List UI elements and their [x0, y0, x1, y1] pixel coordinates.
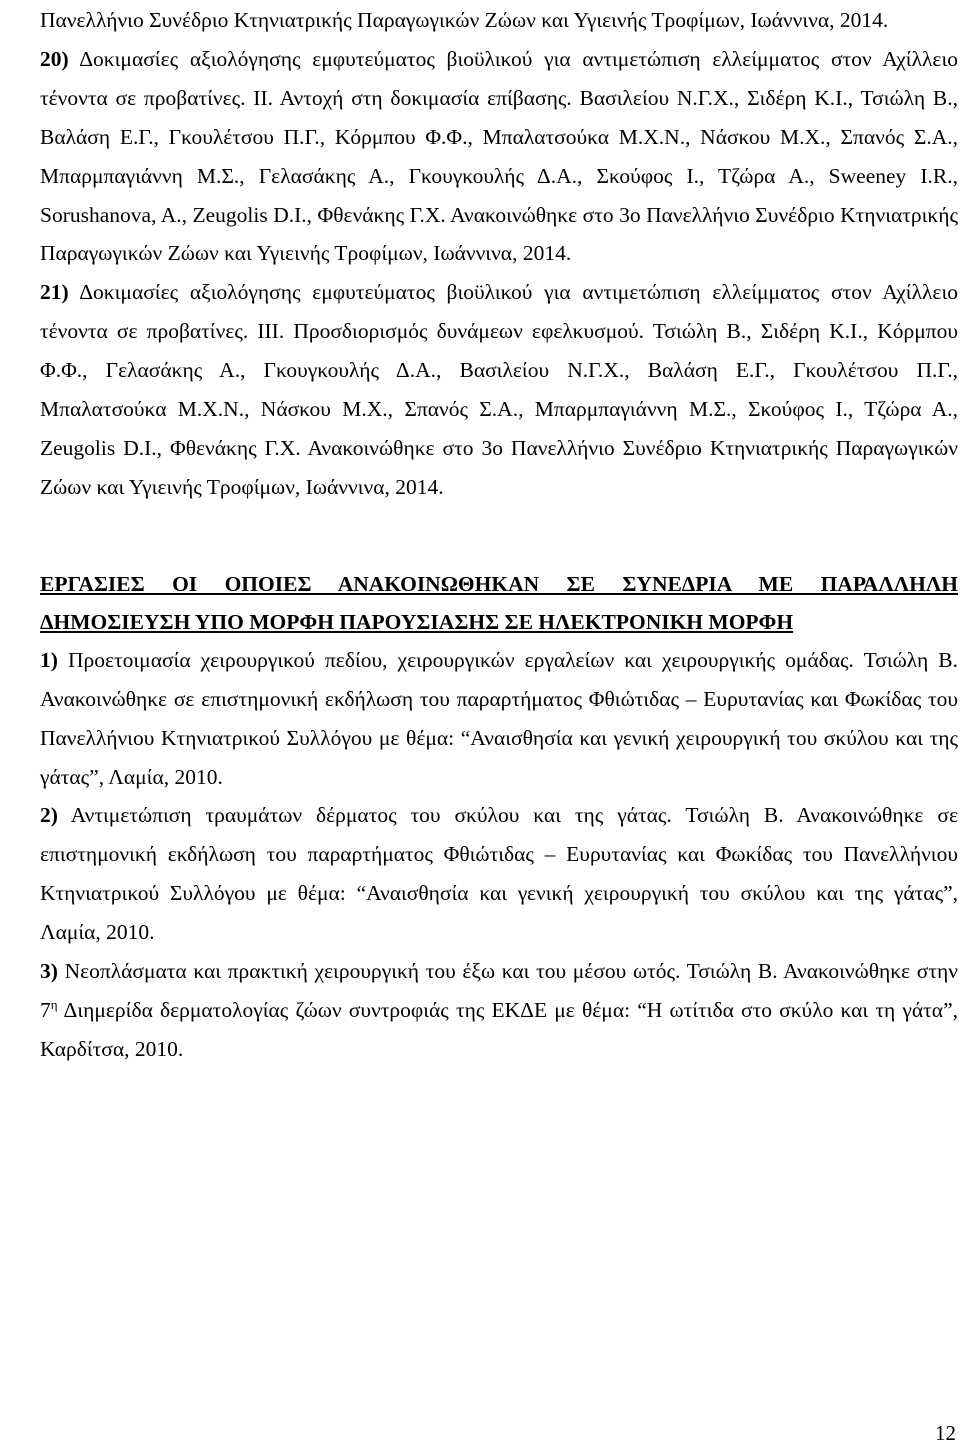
section-spacer	[40, 507, 958, 565]
entry-b-2	[40, 796, 958, 952]
entry-text: Δοκιμασίες αξιολόγησης εμφυτεύματος βιοϋλικού για αντιμετώπιση ελλείμματος στον Αχίλλειο τένοντα σε προβατίνες. ΙΙΙ. Προσδιορισμός δυνάμεων εφελκυσμού. Τσιώλη Β., Σιδέρη Κ.Ι., Κόρμπου Φ.Φ., Γελασάκης Α., Γκουγκουλής Δ.Α., Βασιλείου Ν.Γ.Χ., Βαλάση Ε.Γ., Γκουλέτσου Π.Γ., Μπαλατσούκα Μ.Χ.Ν., Νάσκου Μ.Χ., Σπανός Σ.Α., Μπαρμπαγιάννη Μ.Σ., Σκούφος Ι., Τζώρα Α., Zeugolis D.I., Φθενάκης Γ.Χ. Ανακοινώθηκε στο 3ο Πανελλήνιο Συνέδριο Κτηνιατρικής Παραγωγικών Ζώων και Υγιεινής Τροφίμων, Ιωάννινα, 2014.	[40, 280, 958, 499]
entry-b-3	[40, 952, 958, 1069]
entry-number: 1)	[40, 647, 58, 672]
entry-number: 21)	[40, 280, 69, 305]
entry-20	[40, 40, 958, 273]
entry-21	[40, 273, 958, 506]
ordinal-superscript: η	[50, 996, 58, 1012]
intro-text: Πανελλήνιο Συνέδριο Κτηνιατρικής Παραγωγικών Ζώων και Υγιεινής Τροφίμων, Ιωάννινα, 2014.	[40, 8, 889, 32]
entry-number: 3)	[40, 959, 58, 984]
entry-text: Προετοιμασία χειρουργικού πεδίου, χειρουργικών εργαλείων και χειρουργικής ομάδας. Τσιώλη Β. Ανακοινώθηκε σε επιστημονική εκδήλωση του παραρτήματος Φθιώτιδας – Ευρυτανίας και Φωκίδας του Πανελλήνιου Κτηνιατρικού Συλλόγου με θέμα: “Αναισθησία και γενική χειρουργική του σκύλου και της γάτας”, Λαμία, 2010.	[40, 647, 958, 789]
entry-number: 20)	[40, 46, 69, 71]
entry-text: Αντιμετώπιση τραυμάτων δέρματος του σκύλου και της γάτας. Τσιώλη Β. Ανακοινώθηκε σε επιστημονική εκδήλωση του παραρτήματος Φθιώτιδας – Ευρυτανίας και Φωκίδας του Πανελλήνιου Κτηνιατρικού Συλλόγου με θέμα: “Αναισθησία και γενική χειρουργική του σκύλου και της γάτας”, Λαμία, 2010.	[40, 803, 958, 945]
entry-number: 2)	[40, 803, 58, 828]
entry-text: Δοκιμασίες αξιολόγησης εμφυτεύματος βιοϋλικού για αντιμετώπιση ελλείμματος στον Αχίλλειο τένοντα σε προβατίνες. ΙΙ. Αντοχή στη δοκιμασία επίβασης. Βασιλείου Ν.Γ.Χ., Σιδέρη Κ.Ι., Τσιώλη Β., Βαλάση Ε.Γ., Γκουλέτσου Π.Γ., Κόρμπου Φ.Φ., Μπαλατσούκα Μ.Χ.Ν., Νάσκου Μ.Χ., Σπανός Σ.Α., Μπαρμπαγιάννη Μ.Σ., Γελασάκης Α., Γκουγκουλής Δ.Α., Σκούφος Ι., Τζώρα Α., Sweeney I.R., Sorushanova, A., Zeugolis D.I., Φθενάκης Γ.Χ. Ανακοινώθηκε στο 3ο Πανελλήνιο Συνέδριο Κτηνιατρικής Παραγωγικών Ζώων και Υγιεινής Τροφίμων, Ιωάννινα, 2014.	[40, 46, 958, 266]
entry-text-after: Διημερίδα δερματολογίας ζώων συντροφιάς της ΕΚΔΕ με θέμα: “Η ωτίτιδα στο σκύλο και τη γάτα”, Καρδίτσα, 2010.	[40, 997, 958, 1061]
page-number: 12	[935, 1421, 956, 1445]
document-page	[40, 0, 958, 1069]
section-heading: ΕΡΓΑΣΙΕΣ ΟΙ ΟΠΟΙΕΣ ΑΝΑΚΟΙΝΩΘΗΚΑΝ ΣΕ ΣΥΝΕΔΡΙΑ ΜΕ ΠΑΡΑΛΛΗΛΗ ΔΗΜΟΣΙΕΥΣΗ ΥΠΟ ΜΟΡΦΗ ΠΑΡΟΥΣΙΑΣΗΣ ΣΕ ΗΛΕΚΤΡΟΝΙΚΗ ΜΟΡΦΗ	[40, 571, 958, 634]
intro-paragraph	[40, 1, 958, 40]
entry-text-before: Νεοπλάσματα και πρακτική χειρουργική του έξω και του μέσου ωτός. Τσιώλη Β. Ανακοινώθηκε στην 7	[40, 959, 958, 1022]
entry-b-1	[40, 641, 958, 797]
